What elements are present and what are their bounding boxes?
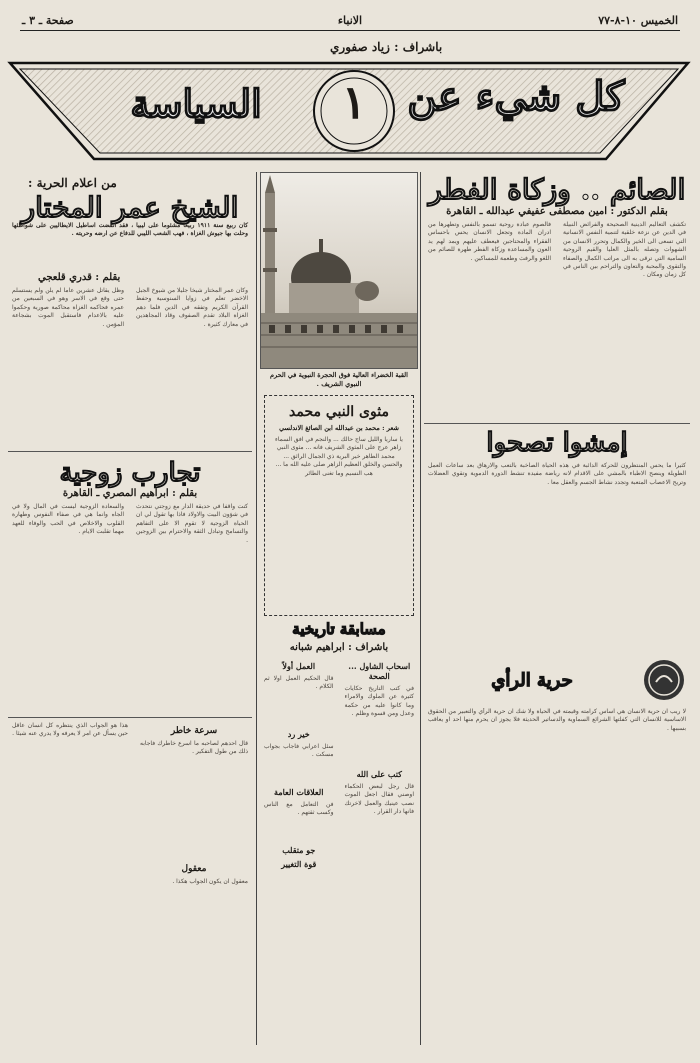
contest-byline: باشراف : ابراهيم شبانه bbox=[289, 642, 389, 653]
paper-name: الانباء bbox=[337, 14, 363, 27]
article-body: قال رجل لبعض الحكماء اوصني فقال اجعل الموت نصب عينيك والعمل لاخرتك فانها دار القرار . bbox=[344, 783, 414, 816]
subhead: جو متقلب bbox=[282, 845, 316, 855]
subhead: سرعة خاطر bbox=[170, 726, 218, 736]
middle-column bbox=[260, 172, 418, 1045]
left-column bbox=[8, 172, 252, 1045]
article-byline: بقلم : قدري قلعجي bbox=[38, 272, 121, 283]
issue-date: الخميس ١٠-٨-٧٧ bbox=[598, 14, 678, 27]
page-number: صفحة ـ ٣ ـ bbox=[22, 14, 74, 27]
article-byline: بقلم : ابراهيم المصري ـ القاهرة bbox=[62, 488, 198, 499]
article-body: سئل اعرابي فاجاب بجواب مسكت . bbox=[264, 743, 334, 759]
right-column bbox=[424, 172, 690, 1045]
poem-body: يا ساريا والليل ساج حالك ... والنجم في افق السماء زاهر عرج على المثوى الشريف فانه ... مثوى النبي محمد الطاهر خير البرية ذي الجمال الرائق ... والحسن والخلق العظيم الزاهر صلى عليه الله ما ... هب النسيم وما تغنى الطائر bbox=[275, 436, 403, 477]
subhead: اسحاب الشاول ... الصحة bbox=[348, 661, 411, 681]
article-lead: كان ربيع سنة ١٩١١ ربيعا مشئوما على ليبيا ، فقد انقضت اساطيل الايطاليين على شواطئها وحلت بها جيوش الغزاة ، فهب الشعب الليبي للدفاع عن ارضه وحريته . bbox=[12, 222, 248, 238]
banner-number: ١ bbox=[341, 75, 367, 129]
kicker: من اعلام الحرية : bbox=[28, 176, 117, 190]
section-logo-icon bbox=[642, 658, 686, 702]
column-rule bbox=[420, 172, 421, 1045]
article-body: قال الحكيم العمل اولا ثم الكلام . bbox=[264, 675, 334, 691]
article-byline: بقلم الدكتور : امين مصطفى عفيفي عبدالله ـ القاهرة bbox=[446, 206, 668, 217]
article-body: فالصوم عبادة روحية تسمو بالنفس وتطهرها من ادران المادة وتجعل الانسان يحس باحساس الفقراء والمحتاجين فيعطف عليهم ويمد لهم يد العون والمساعدة وزكاة الفطر طهرة للصائم من اللغو والرفث وطعمة للمساكين . bbox=[428, 221, 551, 262]
poem-box bbox=[264, 395, 414, 616]
mosque-photo bbox=[260, 172, 418, 369]
banner-title-right: كل شيء عن bbox=[407, 73, 625, 120]
article-title-walk: إمشوا تصحوا bbox=[486, 428, 628, 458]
photo-caption: القبة الخضراء العالية فوق الحجرة النبوية في الحرم النبوي الشريف . bbox=[270, 371, 408, 388]
section-banner bbox=[6, 55, 696, 163]
subhead: قوة التغيير bbox=[281, 859, 317, 869]
subhead: خير رد bbox=[287, 729, 310, 739]
contest-title: مسابقة تاريخية bbox=[292, 620, 386, 638]
article-body: والسعادة الزوجية ليست في المال ولا في الجاه وانما هي في صفاء النفوس وطهارة القلوب والاخلاص في الحب والوفاء للعهد مهما تقلبت الايام . bbox=[12, 503, 124, 536]
subhead: العلاقات العامة bbox=[274, 787, 324, 797]
article-body: لا ريب ان حرية الانسان هي اساس كرامته وقيمته في الحياة ولا شك ان حرية الرأي والتعبير من الحقوق الاساسية للانسان التي كفلتها الشرائع السماوية والدساتير الحديثة فلا يجوز ان يحرم منها احد او يعاقب بسببها . bbox=[428, 708, 686, 732]
page-header bbox=[20, 12, 680, 31]
subhead: معقول bbox=[181, 864, 207, 874]
subhead: كتب على الله bbox=[356, 769, 402, 779]
mosque-dome-icon bbox=[260, 173, 417, 368]
supervision-line: باشراف : زياد صفوري bbox=[330, 40, 443, 54]
article-title-fasting: الصائم .. وزكاة الفطر bbox=[428, 173, 686, 206]
article-body: فن التعامل مع الناس وكسب ثقتهم . bbox=[264, 801, 334, 817]
article-body: وكان عمر المختار شيخا جليلا من شيوخ الجبل الاخضر تعلم في زوايا السنوسية وحفظ القرآن الكريم وتفقه في الدين فلما دهم الغزاة البلاد تقدم الصفوف وقاد المجاهدين في معارك كثيرة . bbox=[135, 287, 248, 328]
banner-title-left: السياسة bbox=[130, 81, 262, 126]
article-body: تكشف التعاليم الدينية الصحيحة والفرائض النبيلة في الدين عن نزعة خلقية لتنمية النفس الانسانية التي تسعى الى الخير والكمال وتحرر الانسان من الشهوات وتصله بالمثل العليا والقيم الروحية السامية التي ترقى به الى مراتب الكمال والصفاء والتقوى والمحبة والتعاون والتراحم بين الناس في كل زمان ومكان . bbox=[563, 221, 686, 279]
article-body: معقول ان يكون الجواب هكذا . bbox=[172, 878, 248, 885]
poem-byline: شعر : محمد بن عبدالله ابن الصائغ الاندلسي bbox=[279, 424, 399, 432]
article-title-marriage: تجارب زوجية bbox=[59, 458, 201, 488]
article-body: في كتب التاريخ حكايات كثيرة عن الملوك والامراء وما كانوا عليه من حكمة وعدل ومن قسوة وظلم . bbox=[344, 685, 414, 718]
subhead: العمل أولاً bbox=[282, 661, 316, 671]
column-rule bbox=[256, 172, 257, 1045]
article-body: كنت واقفا في حديقة الدار مع زوجتي نتحدث في شؤون البيت والاولاد فاذا بها تقول لي ان الحياة الزوجية لا تقوم الا على التفاهم والتسامح وتبادل الثقة والاحترام بين الزوجين . bbox=[136, 503, 248, 544]
poem-title: مثوى النبي محمد bbox=[289, 404, 389, 420]
article-body: كثيرا ما يحس المنتظرون للحركة الدائبة في هذه الحياة الصاخبة بالتعب والارهاق بعد ساعات العمل الطويلة وينصح الاطباء بالمشي على الاقدام لانه رياضة مفيدة تنشط الدورة الدموية وتقوي العضلات وتريح الاعصاب المتعبة وتجدد نشاط الجسم والعقل معا . bbox=[428, 462, 686, 486]
article-body: وظل يقاتل عشرين عاما لم يلن ولم يستسلم حتى وقع في الاسر وهو في السبعين من عمره فحاكمه الغزاة محاكمة صورية وحكموا عليه بالاعدام فاستقبل الموت بشجاعة المؤمن . bbox=[12, 287, 124, 328]
article-body: هذا هو الجواب الذي ينتظره كل انسان عاقل حين يسأل عن امر لا يعرفه ولا يدري عنه شيئا . bbox=[12, 722, 128, 738]
article-title-omar: الشيخ عمر المختار bbox=[21, 191, 239, 224]
article-title-opinion: حرية الرأي bbox=[491, 669, 573, 691]
article-body: قال احدهم لصاحبه ما اسرع خاطرك فاجابه ذلك من طول التفكير . bbox=[140, 740, 248, 756]
